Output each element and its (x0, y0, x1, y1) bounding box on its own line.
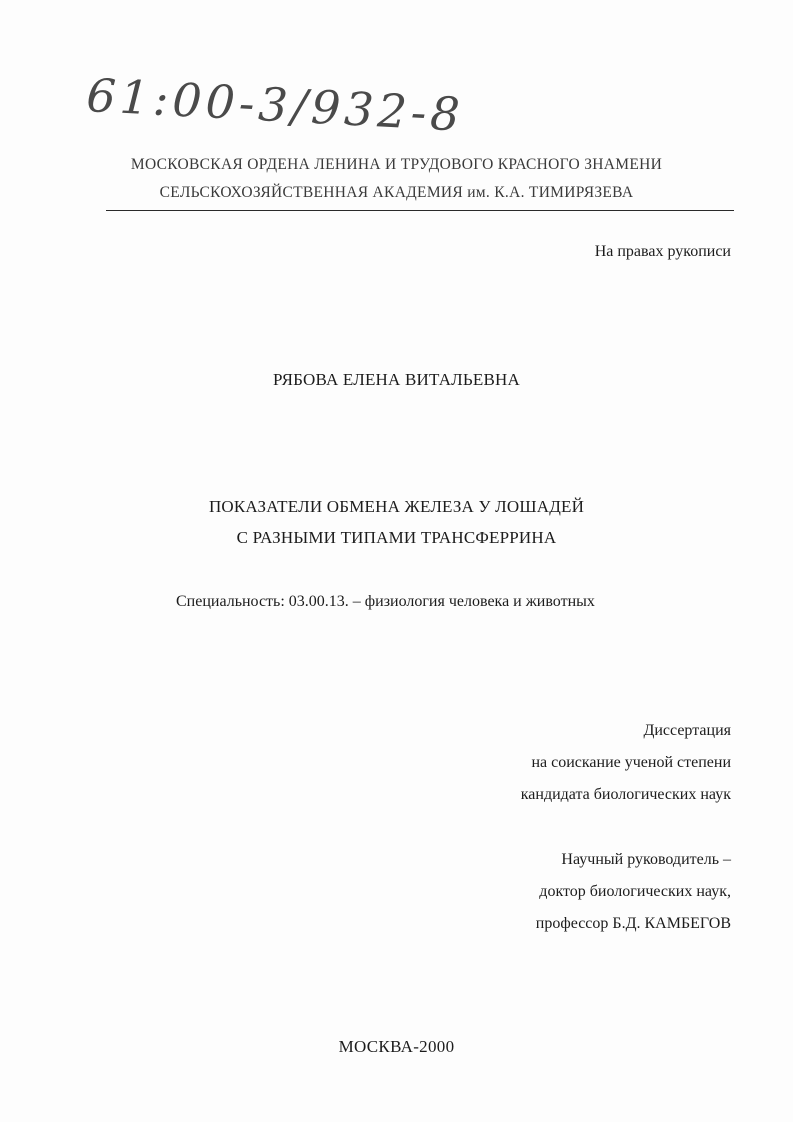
degree-line-2: на соискание ученой степени (531, 754, 731, 771)
degree-line-1: Диссертация (643, 722, 731, 739)
supervisor-block (536, 844, 731, 940)
supervisor-line-2: доктор биологических наук, (539, 883, 731, 900)
degree-line-3: кандидата биологических наук (520, 786, 731, 803)
city-year: МОСКВА-2000 (338, 1037, 455, 1056)
institution-line-1: МОСКОВСКАЯ ОРДЕНА ЛЕНИНА И ТРУДОВОГО КРАСНОГО ЗНАМЕНИ (130, 156, 663, 173)
header-divider (106, 210, 734, 211)
supervisor-line-3: профессор Б.Д. КАМБЕГОВ (535, 915, 731, 932)
manuscript-rights-note: На правах рукописи (594, 243, 731, 260)
institution-line-2: СЕЛЬСКОХОЗЯЙСТВЕННАЯ АКАДЕМИЯ им. К.А. ТИМИРЯЗЕВА (159, 184, 634, 201)
author-name: РЯБОВА ЕЛЕНА ВИТАЛЬЕВНА (273, 370, 520, 389)
degree-block (521, 715, 731, 811)
handwritten-catalog-code: 61:00-3/932-8 (85, 68, 465, 142)
thesis-title-line-1: ПОКАЗАТЕЛИ ОБМЕНА ЖЕЛЕЗА У ЛОШАДЕЙ (208, 497, 585, 516)
supervisor-line-1: Научный руководитель – (561, 851, 731, 868)
thesis-title-line-2: С РАЗНЫМИ ТИПАМИ ТРАНСФЕРРИНА (236, 528, 557, 547)
specialty-line: Специальность: 03.00.13. – физиология человека и животных (176, 593, 595, 610)
